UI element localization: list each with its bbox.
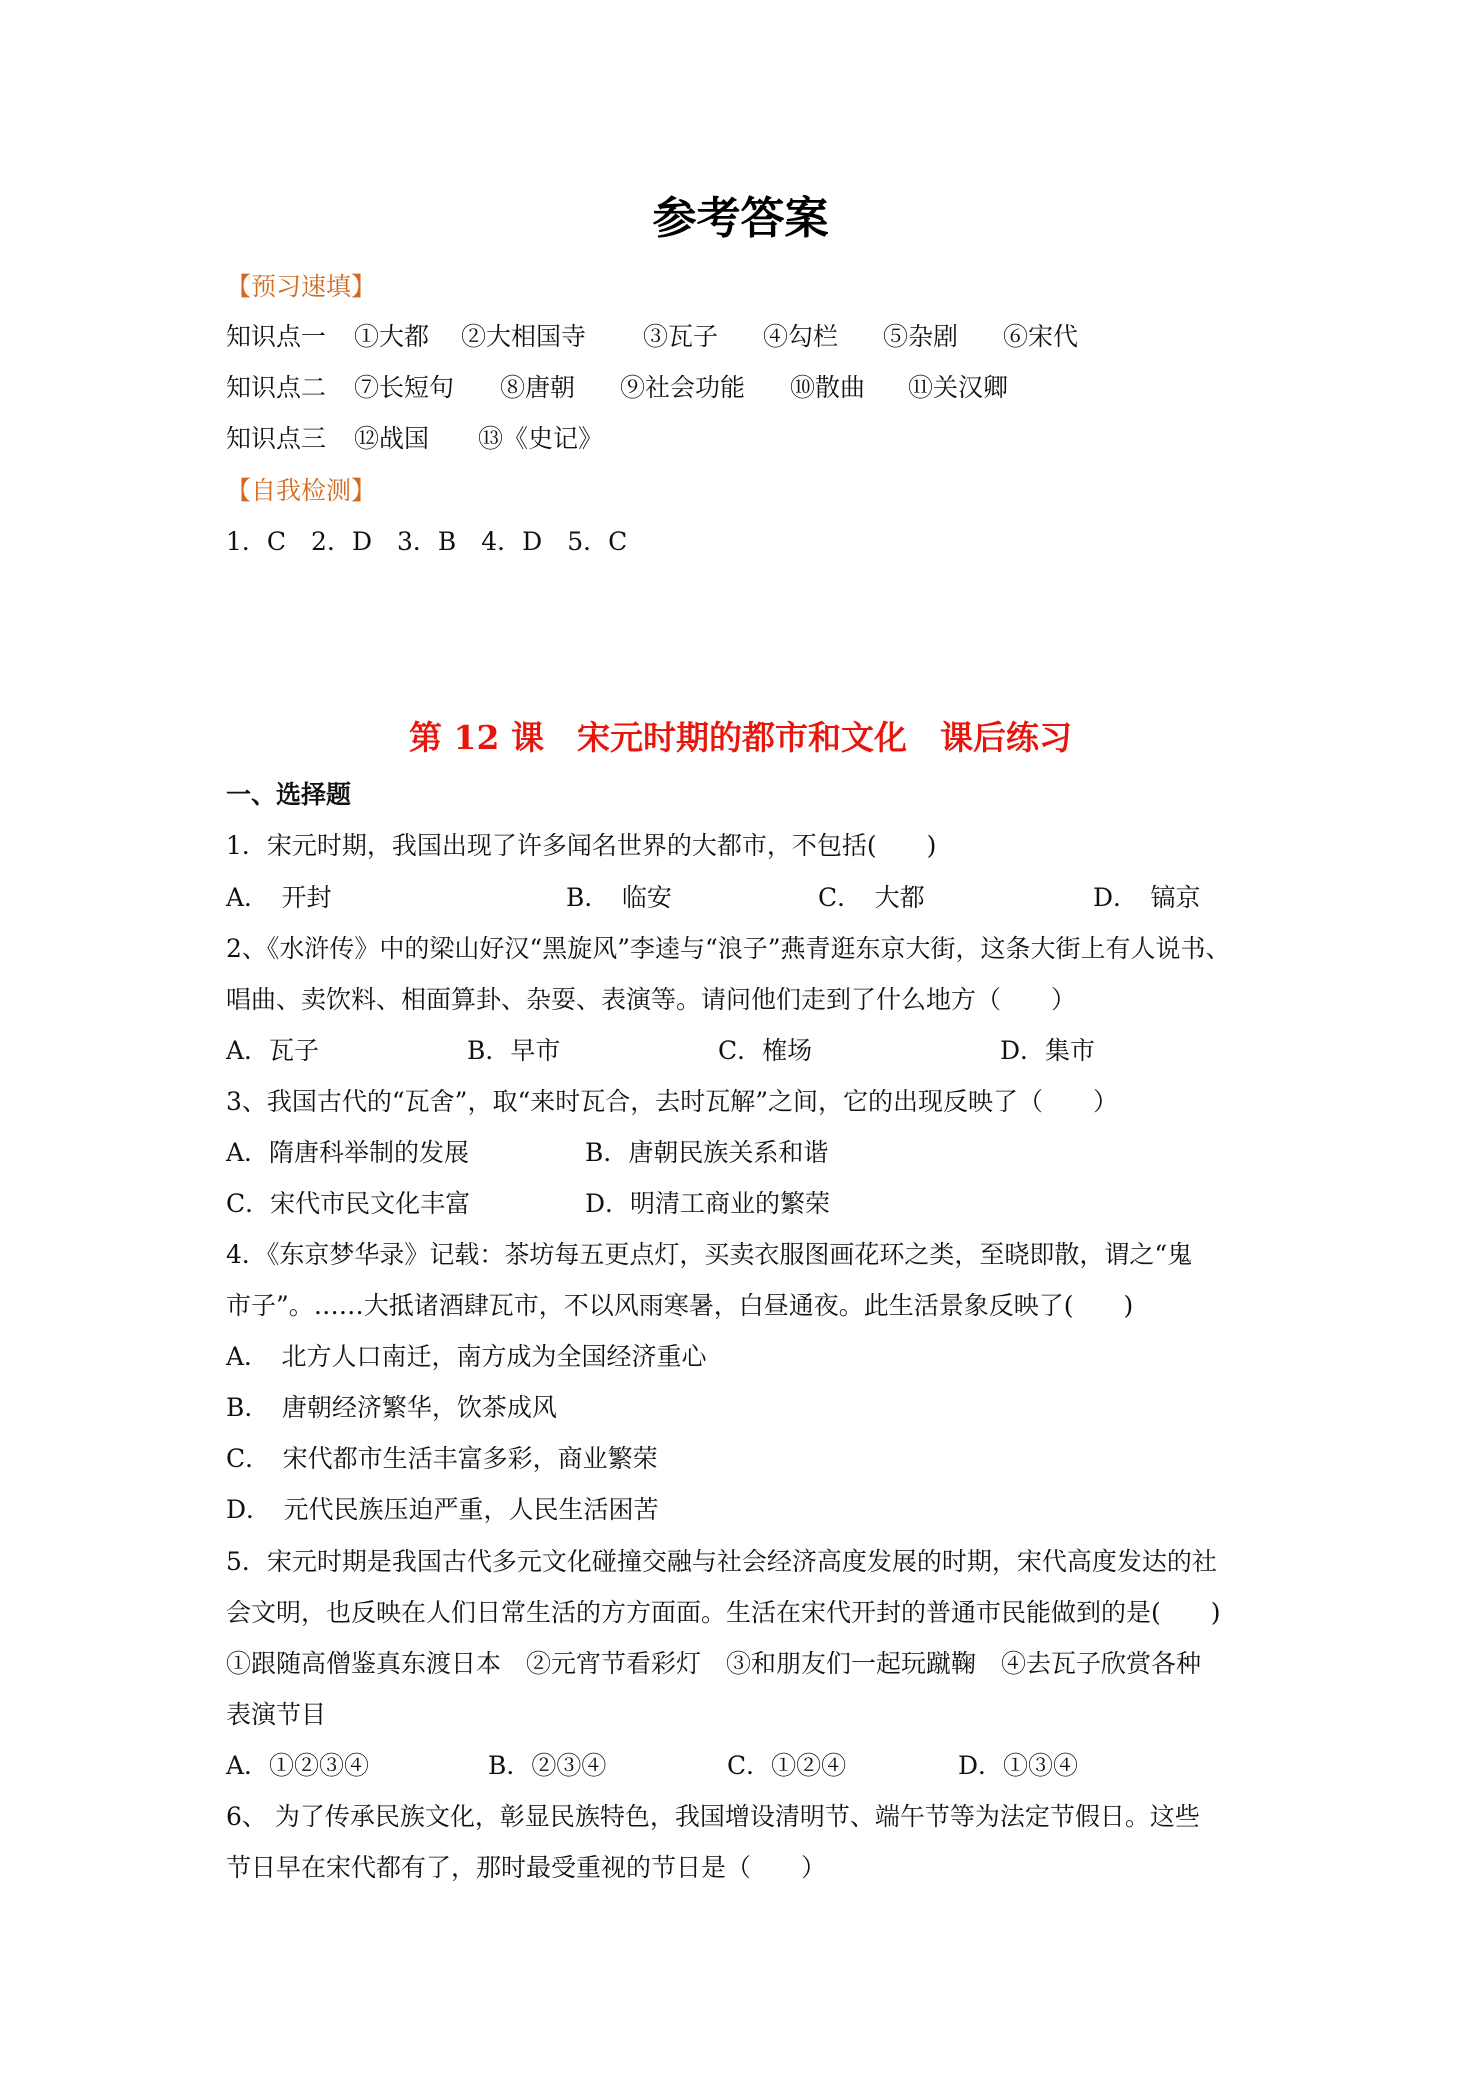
- knowledge-item: ⑦长短句: [354, 373, 455, 402]
- question-text: 市子”。……大抵诸酒肆瓦市，不以风雨寒暑，白昼通夜。此生活景象反映了( ): [226, 1291, 1134, 1320]
- knowledge-item: ⑫战国: [354, 424, 430, 453]
- knowledge-label-3: 知识点三: [226, 424, 327, 453]
- option: A．①②③④: [226, 1751, 370, 1780]
- knowledge-item: ⑨社会功能: [620, 373, 746, 402]
- question-text: 唱曲、卖饮料、相面算卦、杂耍、表演等。请问他们走到了什么地方（ ）: [226, 985, 1077, 1014]
- knowledge-item: ⑬《史记》: [478, 424, 604, 453]
- option: A． 北方人口南迁，南方成为全国经济重心: [226, 1342, 707, 1371]
- knowledge-item: ⑤杂剧: [883, 322, 959, 351]
- question-text: ①跟随高僧鉴真东渡日本 ②元宵节看彩灯 ③和朋友们一起玩蹴鞠 ④去瓦子欣赏各种: [226, 1649, 1202, 1678]
- question-text: 1．宋元时期，我国出现了许多闻名世界的大都市，不包括( ): [226, 831, 937, 860]
- option: C． 宋代都市生活丰富多彩，商业繁荣: [226, 1444, 658, 1473]
- knowledge-label-2: 知识点二: [226, 373, 327, 402]
- knowledge-item: ③瓦子: [643, 322, 719, 351]
- option: D．明清工商业的繁荣: [585, 1189, 831, 1218]
- question-text: 会文明，也反映在人们日常生活的方方面面。生活在宋代开封的普通市民能做到的是( ): [226, 1598, 1221, 1627]
- question-text: 3、我国古代的“瓦舍”，取“来时瓦合，去时瓦解”之间，它的出现反映了（ ）: [226, 1087, 1119, 1116]
- lesson-title: 第 12 课 宋元时期的都市和文化 课后练习: [409, 718, 1072, 757]
- option: D． 元代民族压迫严重，人民生活困苦: [226, 1495, 659, 1524]
- question-text: 表演节目: [226, 1700, 327, 1729]
- option: D．①③④: [958, 1751, 1079, 1780]
- option: C． 大都: [818, 883, 925, 912]
- knowledge-label-1: 知识点一: [226, 322, 327, 351]
- knowledge-item: ⑩散曲: [790, 373, 866, 402]
- question-text: 4．《东京梦华录》记载：茶坊每五更点灯，买卖衣服图画花环之类，至晓即散，谓之“鬼: [226, 1240, 1193, 1269]
- section-heading: 一、选择题: [226, 780, 352, 809]
- question-text: 6、 为了传承民族文化，彰显民族特色，我国增设清明节、端午节等为法定节假日。这些: [226, 1802, 1200, 1831]
- knowledge-item: ②大相国寺: [461, 322, 587, 351]
- option: C．榷场: [718, 1036, 813, 1065]
- option: B．早市: [467, 1036, 561, 1065]
- preview-header: 【预习速填】: [226, 272, 377, 301]
- question-text: 2、《水浒传》中的梁山好汉“黑旋风”李逵与“浪子”燕青逛东京大街，这条大街上有人说书、: [226, 934, 1231, 963]
- page-title: 参考答案: [652, 193, 829, 244]
- question-text: 节日早在宋代都有了，那时最受重视的节日是（ ）: [226, 1853, 827, 1882]
- self-check-header: 【自我检测】: [226, 476, 377, 505]
- option: B．唐朝民族关系和谐: [585, 1138, 829, 1167]
- knowledge-item: ④勾栏: [763, 322, 839, 351]
- knowledge-item: ⑥宋代: [1003, 322, 1079, 351]
- option: A．隋唐科举制的发展: [226, 1138, 470, 1167]
- question-text: 5．宋元时期是我国古代多元文化碰撞交融与社会经济高度发展的时期，宋代高度发达的社: [226, 1547, 1217, 1576]
- knowledge-item: ①大都: [354, 322, 430, 351]
- option: D．集市: [1000, 1036, 1096, 1065]
- self-check-answers: 1．C 2．D 3．B 4．D 5．C: [226, 527, 628, 556]
- option: D． 镐京: [1093, 883, 1201, 912]
- option: A． 开封: [226, 883, 332, 912]
- option: C．①②④: [727, 1751, 847, 1780]
- option: B． 唐朝经济繁华，饮茶成风: [226, 1393, 557, 1422]
- option: A．瓦子: [226, 1036, 320, 1065]
- knowledge-item: ⑧唐朝: [500, 373, 576, 402]
- option: B．②③④: [488, 1751, 607, 1780]
- knowledge-item: ⑪关汉卿: [908, 373, 1009, 402]
- option: B． 临安: [566, 883, 672, 912]
- option: C．宋代市民文化丰富: [226, 1189, 471, 1218]
